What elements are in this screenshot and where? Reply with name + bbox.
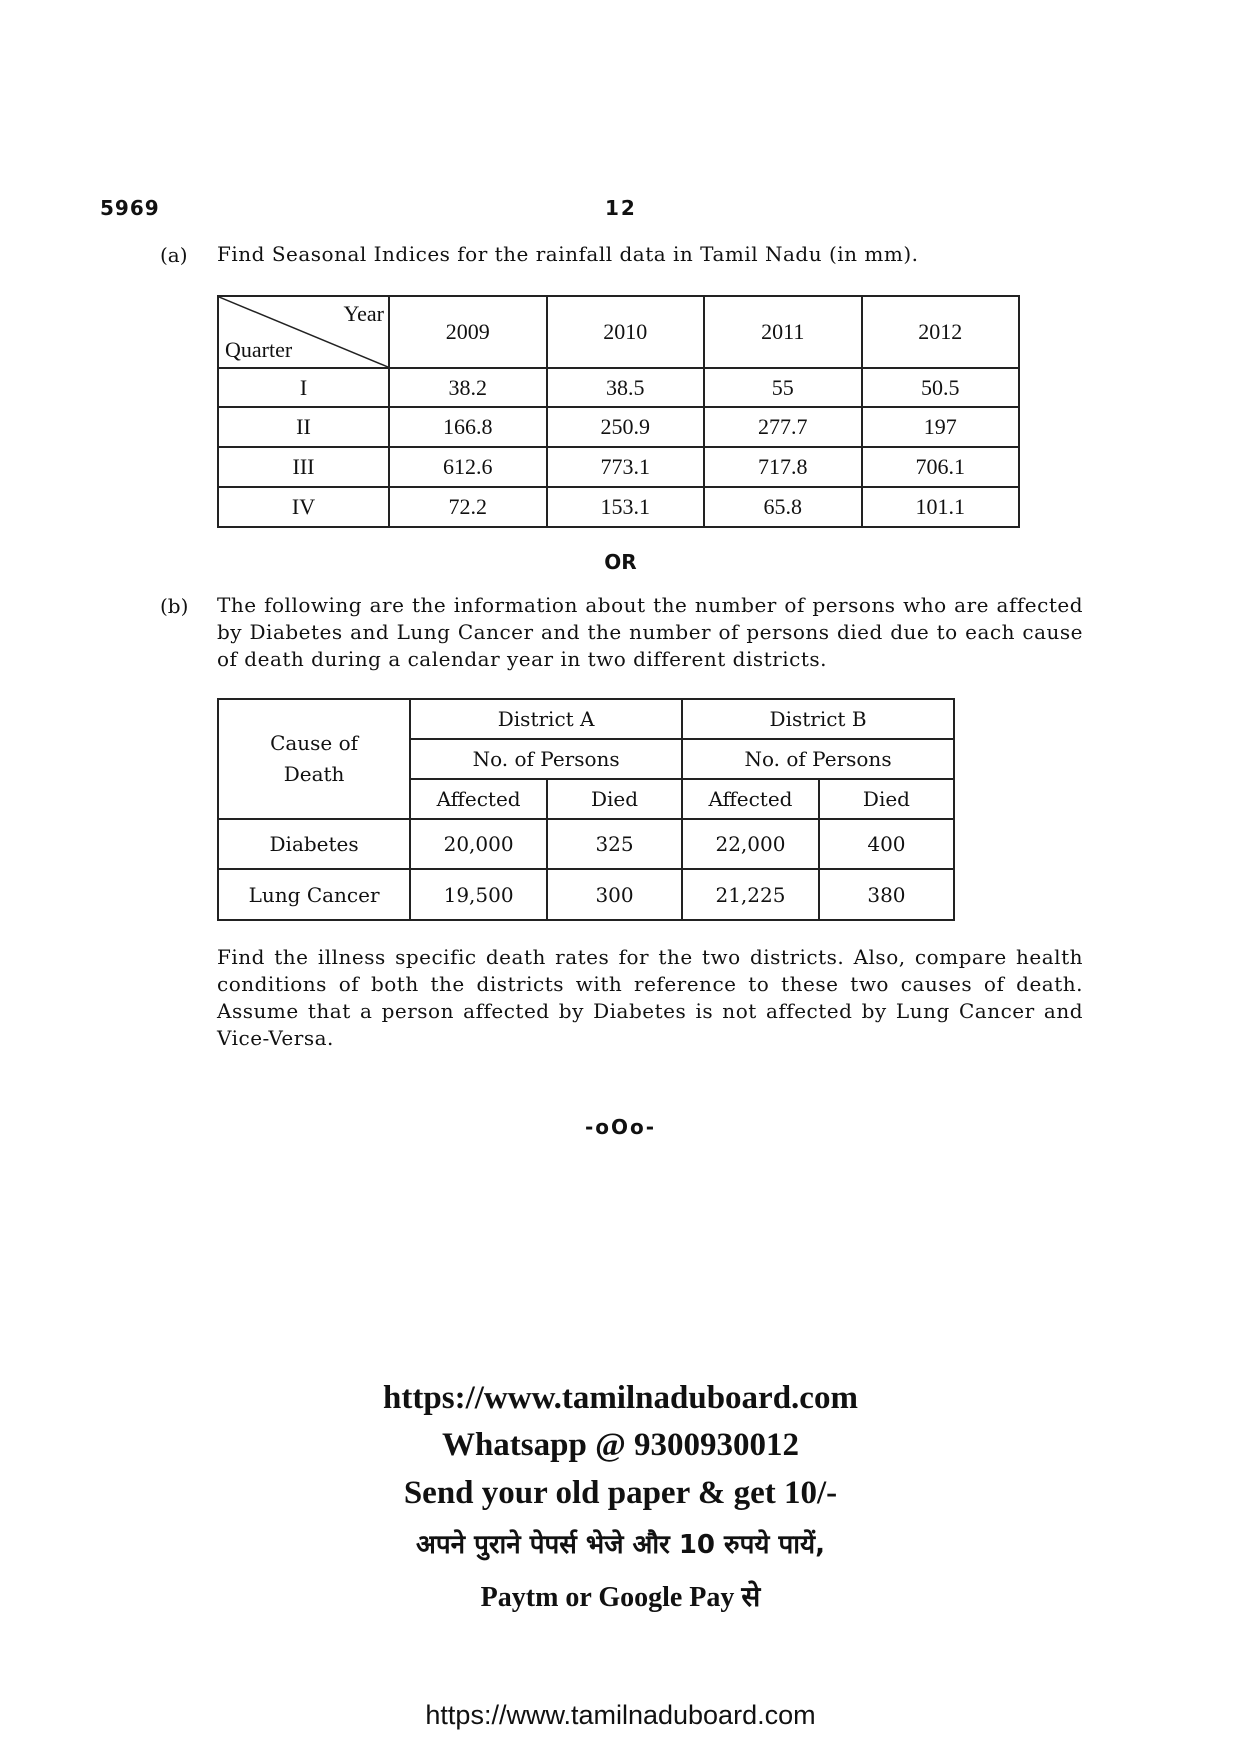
question-a-text: Find Seasonal Indices for the rainfall data in Tamil Nadu (in mm). bbox=[217, 242, 919, 266]
quarter-cell: III bbox=[218, 447, 389, 487]
value-cell: 65.8 bbox=[704, 487, 862, 527]
quarter-cell: II bbox=[218, 407, 389, 447]
year-header: 2009 bbox=[389, 296, 547, 368]
died-header: Died bbox=[819, 779, 954, 819]
value-cell: 55 bbox=[704, 368, 862, 407]
district-b-header: District B bbox=[682, 699, 954, 739]
promo-hindi-offer: अपने पुराने पेपर्स भेजे और 10 रुपये पायें, bbox=[416, 1530, 825, 1560]
value-cell: 197 bbox=[862, 407, 1020, 447]
promo-website: https://www.tamilnaduboard.com bbox=[383, 1380, 858, 1416]
table-row bbox=[218, 869, 954, 920]
corner-header-cell bbox=[218, 296, 389, 368]
question-b-text: The following are the information about the number of persons who are affected by Diabetes and Lung Cancer and the number of persons died due to each cause of death during a calendar year in two different districts. bbox=[217, 593, 1083, 671]
cause-cell: Lung Cancer bbox=[218, 869, 410, 920]
quarter-cell: I bbox=[218, 368, 389, 407]
corner-quarter-label: Quarter bbox=[225, 337, 293, 362]
value-cell: 400 bbox=[819, 819, 954, 869]
footer-url[interactable]: https://www.tamilnaduboard.com bbox=[425, 1700, 816, 1730]
value-cell: 250.9 bbox=[547, 407, 705, 447]
promo-payment: Paytm or Google Pay से bbox=[480, 1582, 761, 1613]
value-cell: 38.5 bbox=[547, 368, 705, 407]
district-a-persons-header: No. of Persons bbox=[410, 739, 682, 779]
promo-whatsapp: Whatsapp @ 9300930012 bbox=[441, 1427, 800, 1463]
value-cell: 380 bbox=[819, 869, 954, 920]
value-cell: 773.1 bbox=[547, 447, 705, 487]
value-cell: 277.7 bbox=[704, 407, 862, 447]
table-row bbox=[218, 447, 1019, 487]
corner-year-label: Year bbox=[343, 301, 384, 326]
rainfall-table bbox=[217, 295, 1020, 528]
page-number: 12 bbox=[605, 196, 637, 220]
value-cell: 21,225 bbox=[682, 869, 819, 920]
value-cell: 153.1 bbox=[547, 487, 705, 527]
died-header: Died bbox=[547, 779, 682, 819]
year-header: 2012 bbox=[862, 296, 1020, 368]
value-cell: 325 bbox=[547, 819, 682, 869]
value-cell: 612.6 bbox=[389, 447, 547, 487]
affected-header: Affected bbox=[682, 779, 819, 819]
district-a-header: District A bbox=[410, 699, 682, 739]
table-row bbox=[218, 407, 1019, 447]
year-header: 2011 bbox=[704, 296, 862, 368]
affected-header: Affected bbox=[410, 779, 547, 819]
value-cell: 22,000 bbox=[682, 819, 819, 869]
value-cell: 101.1 bbox=[862, 487, 1020, 527]
year-header: 2010 bbox=[547, 296, 705, 368]
value-cell: 38.2 bbox=[389, 368, 547, 407]
table-row bbox=[218, 487, 1019, 527]
cause-header bbox=[218, 699, 410, 819]
or-separator: OR bbox=[604, 550, 637, 574]
value-cell: 19,500 bbox=[410, 869, 547, 920]
question-a-label: (a) bbox=[160, 243, 188, 267]
question-b-followup: Find the illness specific death rates for the two districts. Also, compare health conditions of both the districts with reference to these two causes of death. Assume that a person affected by Diabetes is not affected by Lung Cancer and Vice-Versa. bbox=[217, 945, 1083, 1050]
value-cell: 72.2 bbox=[389, 487, 547, 527]
cause-cell: Diabetes bbox=[218, 819, 410, 869]
district-b-persons-header: No. of Persons bbox=[682, 739, 954, 779]
value-cell: 706.1 bbox=[862, 447, 1020, 487]
value-cell: 166.8 bbox=[389, 407, 547, 447]
value-cell: 300 bbox=[547, 869, 682, 920]
value-cell: 717.8 bbox=[704, 447, 862, 487]
paper-code: 5969 bbox=[100, 196, 160, 220]
quarter-cell: IV bbox=[218, 487, 389, 527]
value-cell: 50.5 bbox=[862, 368, 1020, 407]
death-rate-table bbox=[217, 698, 955, 921]
cause-header-label: Cause of Death bbox=[270, 731, 359, 786]
value-cell: 20,000 bbox=[410, 819, 547, 869]
question-b-label: (b) bbox=[160, 594, 189, 618]
end-mark: -oOo- bbox=[584, 1115, 657, 1139]
table-row bbox=[218, 368, 1019, 407]
table-row bbox=[218, 819, 954, 869]
promo-offer: Send your old paper & get 10/- bbox=[403, 1475, 838, 1511]
